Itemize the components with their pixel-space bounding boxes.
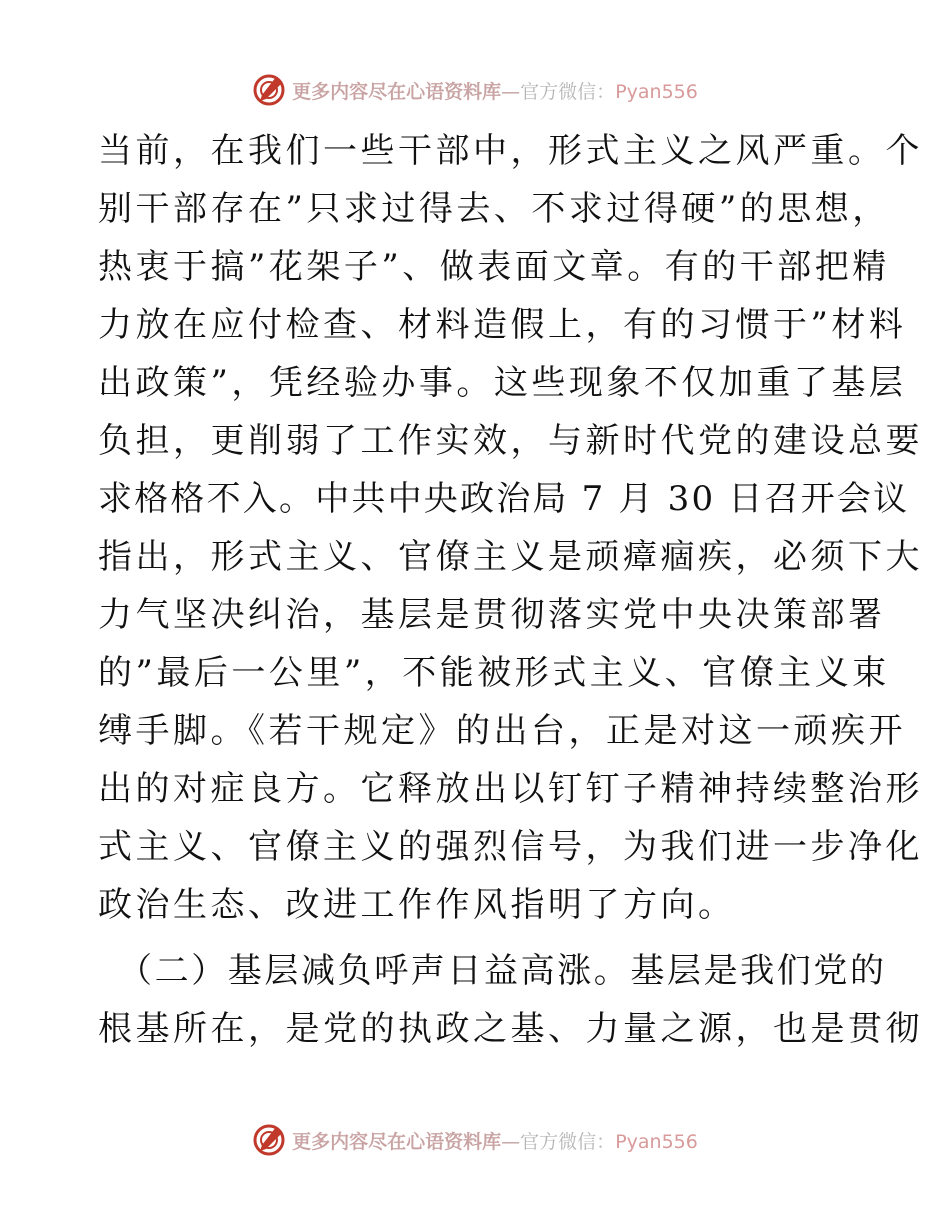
text-line: 负担，更削弱了工作实效，与新时代党的建设总要 <box>98 421 923 461</box>
document-body <box>98 122 923 1058</box>
banner-label: 更多内容尽在心语资料库—官方微信：Pyan556 <box>292 80 698 103</box>
text-line: 式主义、官僚主义的强烈信号，为我们进一步净化 <box>98 827 923 867</box>
red-pen-circle-icon <box>252 1123 286 1157</box>
text-line: 力气坚决纠治，基层是贯彻落实党中央决策部署 <box>98 595 886 635</box>
header-watermark-banner <box>0 70 950 110</box>
text-line: 别干部存在”只求过得去、不求过得硬”的思想， <box>98 189 890 229</box>
text-line: 力放在应付检查、材料造假上，有的习惯于”材料 <box>98 305 907 345</box>
text-line: 政治生态、改进工作作风指明了方向。 <box>98 885 736 925</box>
text-line: 出的对症良方。它释放出以钉钉子精神持续整治形 <box>98 769 923 809</box>
paragraph-heading-line: （二）基层减负呼声日益高涨。基层是我们党的 <box>118 951 887 991</box>
text-line: 热衷于搞”花架子”、做表面文章。有的干部把精 <box>98 247 890 287</box>
text-line: 当前，在我们一些干部中，形式主义之风严重。个 <box>98 131 923 171</box>
text-line: 指出，形式主义、官僚主义是顽瘴痼疾，必须下大 <box>98 537 923 577</box>
text-line: 根基所在，是党的执政之基、力量之源，也是贯彻 <box>98 1009 923 1049</box>
red-pen-circle-icon <box>252 73 286 107</box>
banner-label: 更多内容尽在心语资料库—官方微信：Pyan556 <box>292 1130 698 1153</box>
text-line: 求格格不入。中共中央政治局 7 月 30 日召开会议 <box>98 479 910 519</box>
text-line: 出政策”，凭经验办事。这些现象不仅加重了基层 <box>98 363 907 403</box>
text-line: 缚手脚。《若干规定》的出台，正是对这一顽疾开 <box>98 711 906 751</box>
text-line: 的”最后一公里”，不能被形式主义、官僚主义束 <box>98 653 890 693</box>
footer-watermark-banner <box>0 1120 950 1160</box>
